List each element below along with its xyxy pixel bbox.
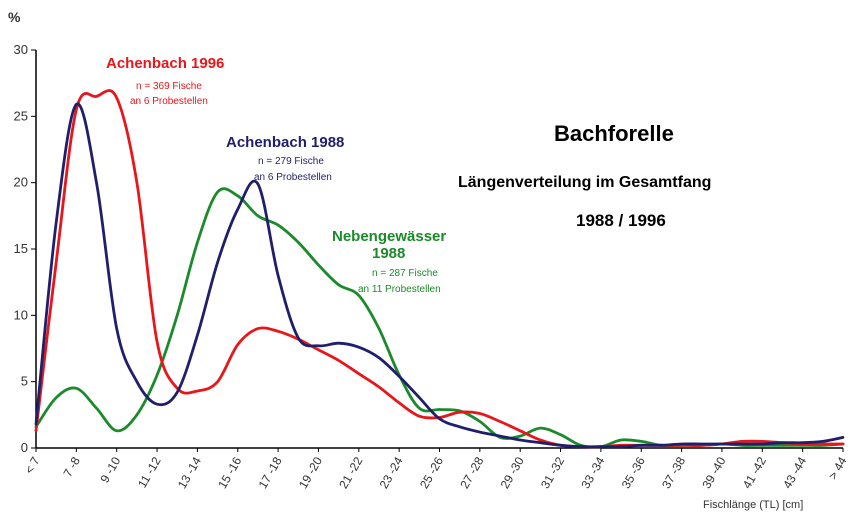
x-tick-label: 17 -18 xyxy=(255,454,285,491)
series-line-achenbach-1988 xyxy=(36,104,843,447)
series-label-nebengewaesser-year: 1988 xyxy=(372,245,406,262)
series-note-achenbach-1996-sites: an 6 Probestellen xyxy=(130,96,208,107)
x-tick-label: 13 -14 xyxy=(174,454,204,491)
series-label-nebengewaesser-name: Nebengewässer xyxy=(332,228,447,245)
x-tick-label: 7 -8 xyxy=(60,454,83,480)
y-tick-label: 10 xyxy=(13,307,28,323)
y-tick-label: 0 xyxy=(20,440,28,455)
x-tick-label: > 44 xyxy=(825,454,850,483)
series-note-achenbach-1988-sites: an 6 Probestellen xyxy=(254,172,332,183)
series-note-nebengewaesser-sites: an 11 Probestellen xyxy=(358,284,441,295)
x-tick-label: 27 -28 xyxy=(457,454,487,491)
chart-title: Bachforelle xyxy=(554,121,674,146)
y-tick-label: 15 xyxy=(13,241,28,256)
x-tick-label: 9 -10 xyxy=(97,454,124,486)
x-tick-label: 21 -22 xyxy=(336,454,366,491)
series-label-achenbach-1988: Achenbach 1988 xyxy=(226,134,345,151)
series-label-nebengewaesser-1988 xyxy=(332,228,450,262)
series-line-achenbach-1996 xyxy=(36,90,843,446)
y-ticks xyxy=(14,42,36,455)
series-lines xyxy=(36,90,843,447)
x-tick-label: 41 -42 xyxy=(739,454,769,491)
x-tick-label: 29 -30 xyxy=(497,454,527,491)
series-note-nebengewaesser-n: n = 287 Fische xyxy=(372,268,438,279)
series-note-achenbach-1996-n: n = 369 Fische xyxy=(136,81,202,92)
y-tick-label: 30 xyxy=(13,42,28,57)
x-axis-label: Fischlänge (TL) [cm] xyxy=(703,499,804,511)
x-tick-label: 11 -12 xyxy=(134,454,164,491)
x-tick-label: 19 -20 xyxy=(295,454,326,491)
x-tick-label: 23 -24 xyxy=(376,454,406,491)
y-tick-label: 25 xyxy=(13,108,28,124)
series-label-achenbach-1996: Achenbach 1996 xyxy=(106,55,225,72)
axes xyxy=(36,50,843,448)
series-note-achenbach-1988-n: n = 279 Fische xyxy=(258,156,324,167)
x-tick-label: 35 -36 xyxy=(618,454,648,491)
x-tick-label: 33 -34 xyxy=(578,454,608,491)
x-tick-label: 37 -38 xyxy=(659,454,689,491)
chart-subtitle: Längenverteilung im Gesamtfang xyxy=(458,174,712,191)
y-tick-label: 20 xyxy=(13,174,28,190)
x-ticks xyxy=(22,448,850,491)
x-tick-label: 15 -16 xyxy=(215,454,245,491)
x-tick-label: 31 -32 xyxy=(538,454,568,491)
y-axis-label: % xyxy=(8,9,21,25)
x-tick-label: < 7 xyxy=(21,454,43,477)
x-tick-label: 39 -40 xyxy=(699,454,729,491)
x-tick-label: 25 -26 xyxy=(416,454,447,491)
x-tick-label: 43 -44 xyxy=(780,454,810,491)
y-tick-label: 5 xyxy=(20,373,28,389)
chart-years: 1988 / 1996 xyxy=(576,211,666,230)
